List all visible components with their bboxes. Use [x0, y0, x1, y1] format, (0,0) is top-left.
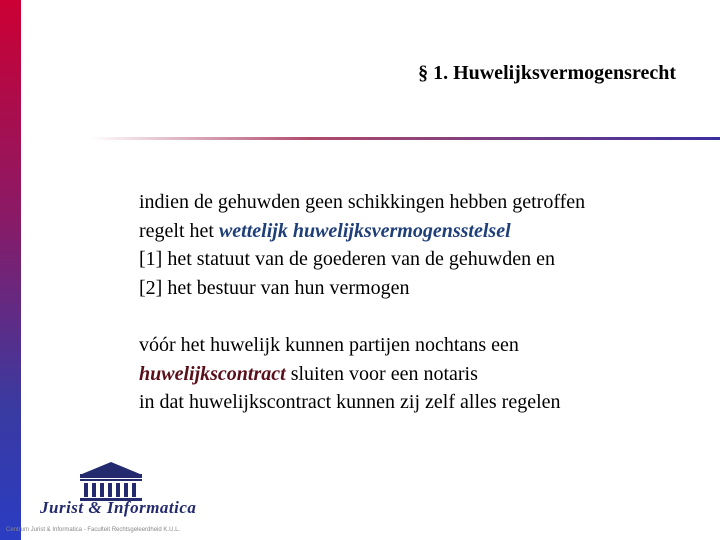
text-line: [2] het bestuur van hun vermogen	[139, 276, 410, 299]
paragraph-marriage-contract	[139, 331, 709, 417]
footer-text: Centrum Jurist & Informatica - Faculteit Rechtsgeleerdheid K.U.L.	[6, 527, 181, 533]
paragraph-default-regime	[139, 188, 709, 302]
text-line	[139, 217, 709, 246]
text-line: indien de gehuwden geen schikkingen hebben getroffen	[139, 191, 586, 213]
header-divider	[90, 137, 720, 140]
text-fragment: regelt het	[139, 219, 219, 242]
text-fragment: sluiten voor een notaris	[285, 362, 478, 385]
term-huwelijkscontract: huwelijkscontract	[139, 362, 286, 385]
slide-body	[139, 188, 709, 446]
side-gradient-bar	[0, 0, 21, 540]
slide-title: § 1. Huwelijksvermogensrecht	[418, 62, 676, 84]
logo-wordmark: Jurist & Informatica	[40, 498, 197, 517]
text-line	[139, 360, 709, 389]
text-line: [1] het statuut van de goederen van de gehuwden en	[139, 248, 555, 270]
text-line: vóór het huwelijk kunnen partijen nochtans een	[139, 334, 519, 356]
term-wettelijk-stelsel: wettelijk huwelijksvermogensstelsel	[218, 219, 511, 242]
text-line: in dat huwelijkscontract kunnen zij zelf alles regelen	[139, 391, 561, 413]
